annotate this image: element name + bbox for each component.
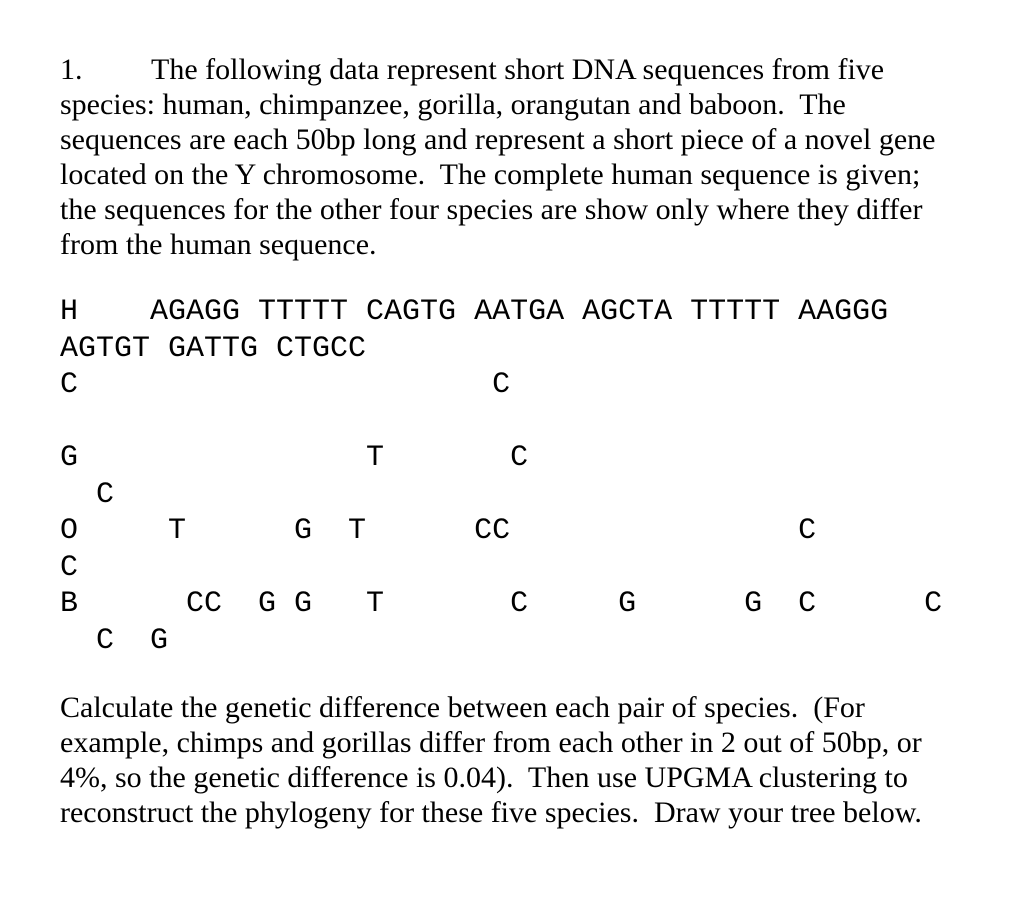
seq-gorilla-row-2: C xyxy=(60,477,115,512)
problem-number: 1. xyxy=(60,53,83,86)
seq-chimpanzee-row-2 xyxy=(60,404,942,441)
problem-intro-line-5: the sequences for the other four species are show only where they differ xyxy=(60,193,923,226)
seq-gorilla-row-1: G T C xyxy=(60,441,529,475)
seq-baboon-row-2: C G xyxy=(60,623,169,658)
problem-intro-line-1 xyxy=(60,52,935,87)
seq-baboon-row-1: B CC G G T C G G C C xyxy=(60,587,943,621)
problem-intro-text-1: The following data represent short DNA sequences from five xyxy=(151,53,885,86)
seq-chimpanzee-row-1: C C xyxy=(60,368,511,402)
instructions-line-1: Calculate the genetic difference between each pair of species. (For xyxy=(60,691,865,724)
problem-intro-line-6: from the human sequence. xyxy=(60,228,377,261)
instructions-line-3: 4%, so the genetic difference is 0.04). Then use UPGMA clustering to xyxy=(60,761,908,794)
seq-orangutan-row-2: C xyxy=(60,550,79,585)
seq-human-row-1: H AGAGG TTTTT CAGTG AATGA AGCTA TTTTT AAGGG xyxy=(60,295,889,329)
problem-intro-line-4: located on the Y chromosome. The complete human sequence is given; xyxy=(60,158,921,191)
instructions-line-4: reconstruct the phylogeny for these five species. Draw your tree below. xyxy=(60,796,922,829)
problem-intro-paragraph xyxy=(60,52,935,262)
instructions-paragraph xyxy=(60,690,922,830)
problem-intro-line-3: sequences are each 50bp long and represent a short piece of a novel gene xyxy=(60,123,936,156)
dna-alignment-block xyxy=(60,294,942,659)
seq-human-row-2: AGTGT GATTG CTGCC xyxy=(60,331,367,366)
seq-orangutan-row-1: O T G T CC C xyxy=(60,514,817,548)
instructions-line-2: example, chimps and gorillas differ from each other in 2 out of 50bp, or xyxy=(60,726,922,759)
problem-intro-line-2: species: human, chimpanzee, gorilla, orangutan and baboon. The xyxy=(60,88,846,121)
